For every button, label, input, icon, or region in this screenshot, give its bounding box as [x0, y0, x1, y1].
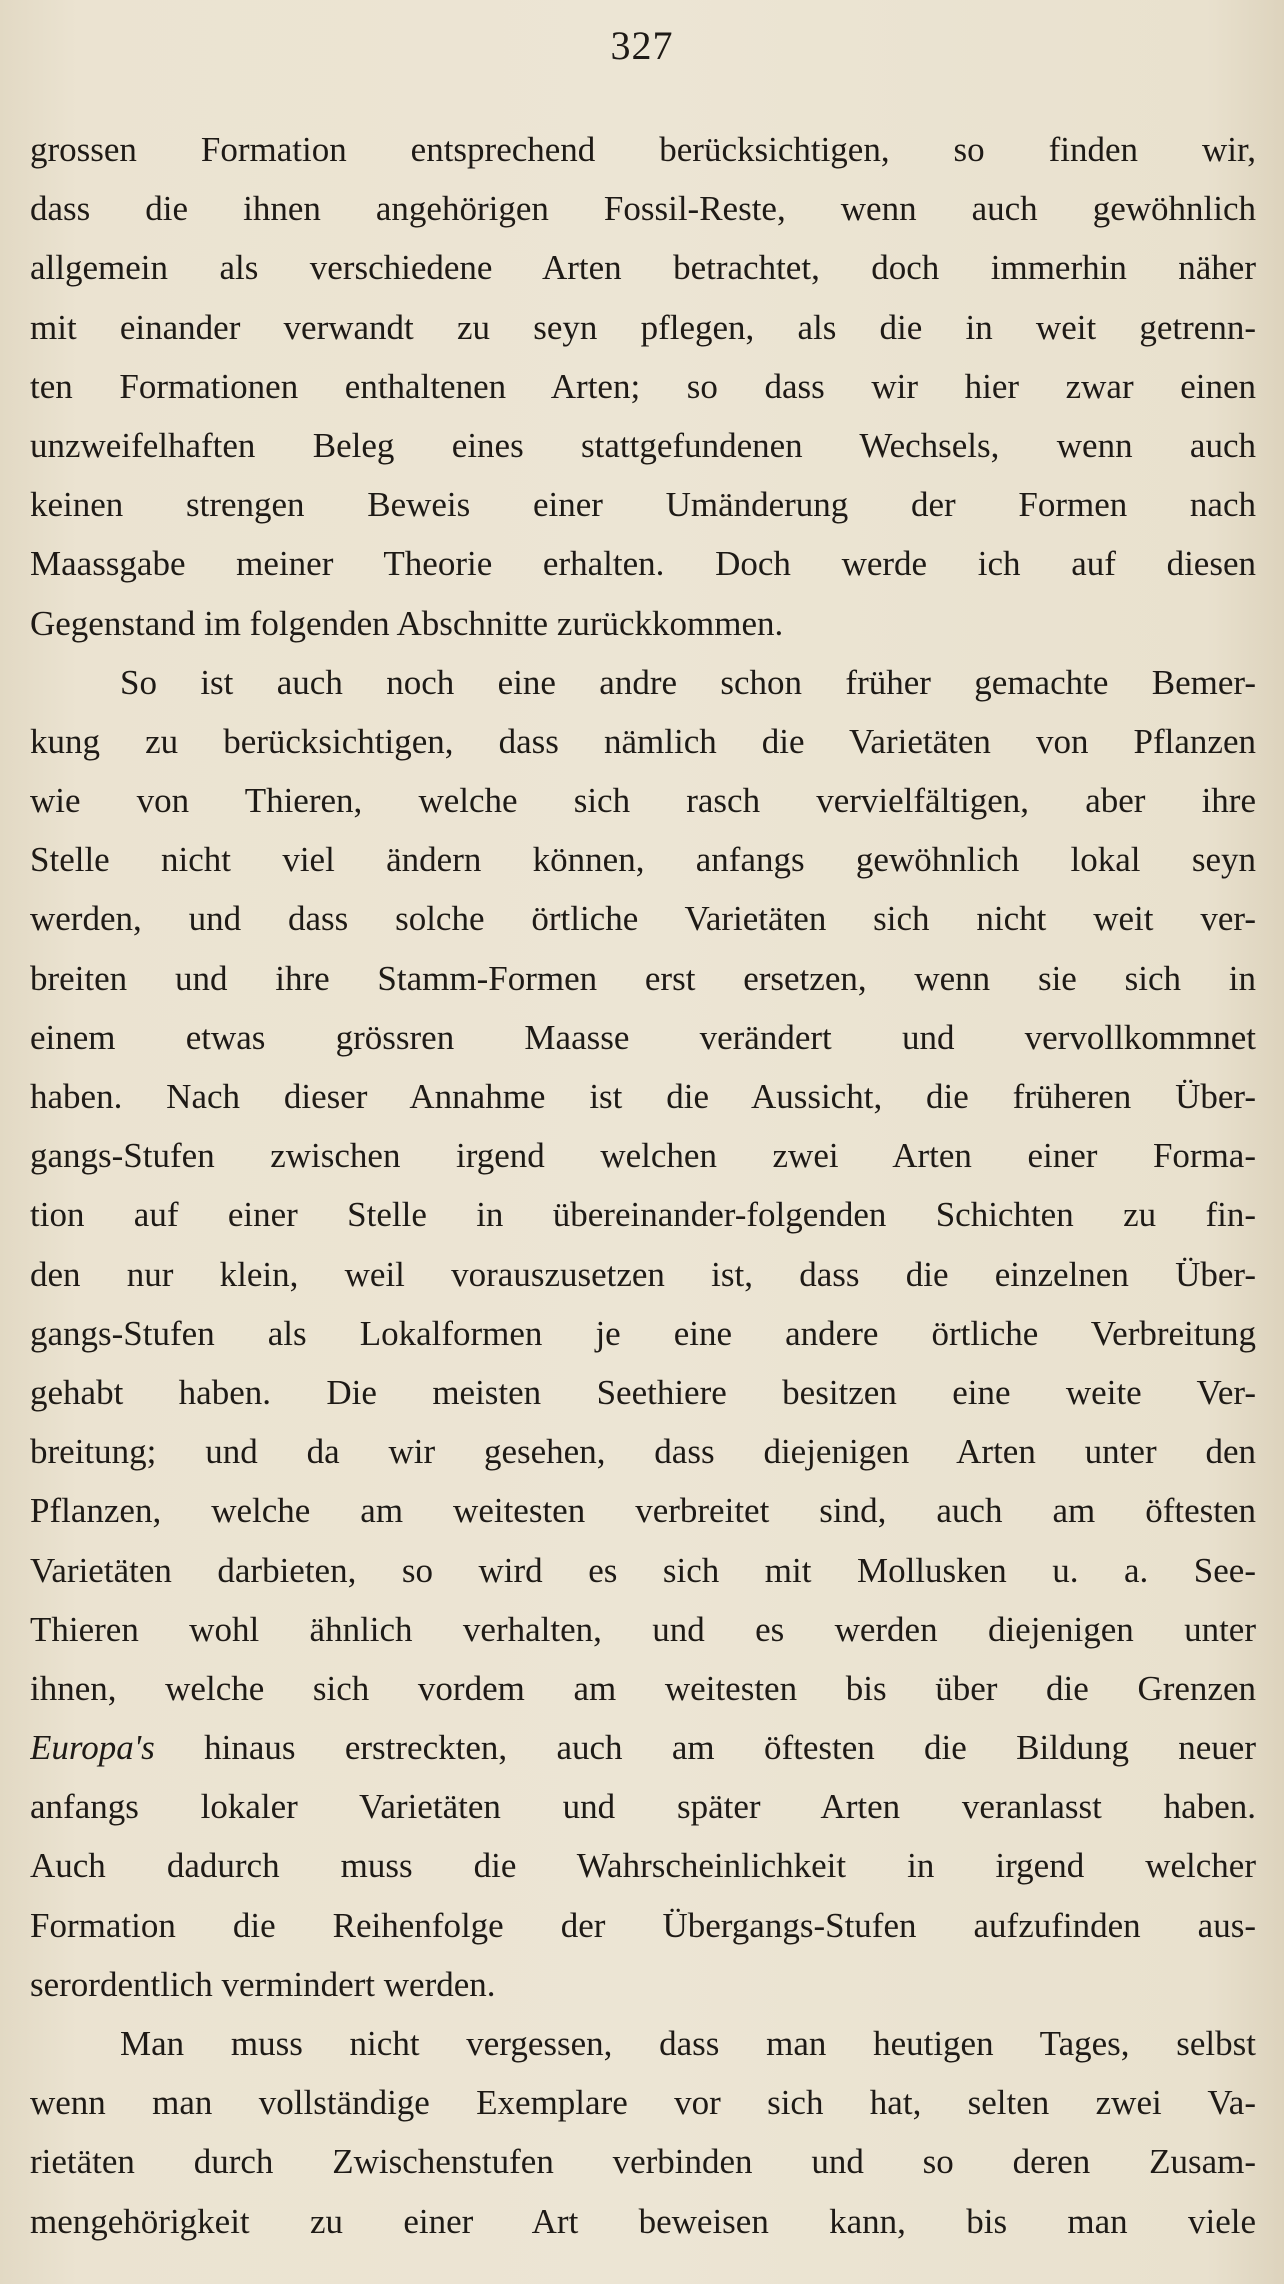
text-line: ihnen, welche sich vordem am weitesten bis über die Grenzen: [30, 1668, 1256, 1708]
text-line: mit einander verwandt zu seyn pflegen, als die in weit getrenn-: [30, 307, 1256, 347]
text-line: kung zu berücksichtigen, dass nämlich die Varietäten von Pflanzen: [30, 721, 1256, 761]
text-line: Formation die Reihenfolge der Übergangs-Stufen aufzufinden aus-: [30, 1905, 1256, 1945]
text-line: allgemein als verschiedene Arten betrachtet, doch immerhin näher: [30, 248, 1256, 288]
text-line: dass die ihnen angehörigen Fossil-Reste, wenn auch gewöhnlich: [30, 189, 1256, 229]
text-line: Auch dadurch muss die Wahrscheinlichkeit in irgend welcher: [30, 1846, 1256, 1886]
text-line: breiten und ihre Stamm-Formen erst ersetzen, wenn sie sich in: [30, 958, 1256, 998]
paragraph-start-line: Man muss nicht vergessen, dass man heutigen Tages, selbst: [120, 2024, 1256, 2063]
text-line: unzweifelhaften Beleg eines stattgefundenen Wechsels, wenn auch: [30, 425, 1256, 465]
text-line: haben. Nach dieser Annahme ist die Aussicht, die früheren Über-: [30, 1077, 1256, 1116]
text-line: gangs-Stufen als Lokalformen je eine andere örtliche Verbreitung: [30, 1313, 1256, 1353]
body-text: [30, 120, 1256, 2251]
text-line: mengehörigkeit zu einer Art beweisen kann, bis man viele: [30, 2201, 1256, 2241]
text-line: einem etwas grössren Maasse verändert und vervollkommnet: [30, 1017, 1256, 1057]
text-line: anfangs lokaler Varietäten und später Arten veranlasst haben.: [30, 1787, 1256, 1827]
text-line: gangs-Stufen zwischen irgend welchen zwei Arten einer Forma-: [30, 1136, 1256, 1176]
text-line-with-italic: [30, 1718, 1256, 1777]
paragraph-end-line: serordentlich vermindert werden.: [30, 1964, 496, 2004]
text-line: werden, und dass solche örtliche Varietäten sich nicht weit ver-: [30, 899, 1256, 939]
text-line: breitung; und da wir gesehen, dass diejenigen Arten unter den: [30, 1432, 1256, 1472]
page-number: 327: [610, 23, 674, 68]
text-line: keinen strengen Beweis einer Umänderung der Formen nach: [30, 485, 1256, 525]
text-line: Pflanzen, welche am weitesten verbreitet sind, auch am öftesten: [30, 1491, 1256, 1531]
text-line: tion auf einer Stelle in übereinander-folgenden Schichten zu fin-: [30, 1195, 1256, 1235]
text-line: ten Formationen enthaltenen Arten; so dass wir hier zwar einen: [30, 366, 1256, 406]
text-line: gehabt haben. Die meisten Seethiere besitzen eine weite Ver-: [30, 1372, 1256, 1412]
italic-place-name: Europa's: [30, 1728, 155, 1768]
text-line: grossen Formation entsprechend berücksichtigen, so finden wir,: [30, 130, 1256, 169]
paragraph-start-line: So ist auch noch eine andre schon früher gemachte Bemer-: [120, 662, 1256, 702]
text-line: Maassgabe meiner Theorie erhalten. Doch werde ich auf diesen: [30, 544, 1256, 584]
text-line: wie von Thieren, welche sich rasch vervielfältigen, aber ihre: [30, 781, 1256, 821]
text-line: wenn man vollständige Exemplare vor sich hat, selten zwei Va-: [30, 2083, 1256, 2123]
text-line: Varietäten darbieten, so wird es sich mit Mollusken u. a. See-: [30, 1550, 1256, 1590]
text-line: rietäten durch Zwischenstufen verbinden und so deren Zusam-: [30, 2142, 1256, 2182]
text-line-rest: hinaus erstreckten, auch am öftesten die Bildung neuer: [154, 1728, 1256, 1768]
text-line: Stelle nicht viel ändern können, anfangs gewöhnlich lokal seyn: [30, 840, 1256, 880]
text-line: den nur klein, weil vorauszusetzen ist, dass die einzelnen Über-: [30, 1254, 1256, 1294]
paragraph-end-line: Gegenstand im folgenden Abschnitte zurückkommen.: [30, 603, 784, 643]
text-line: Thieren wohl ähnlich verhalten, und es werden diejenigen unter: [30, 1609, 1256, 1649]
